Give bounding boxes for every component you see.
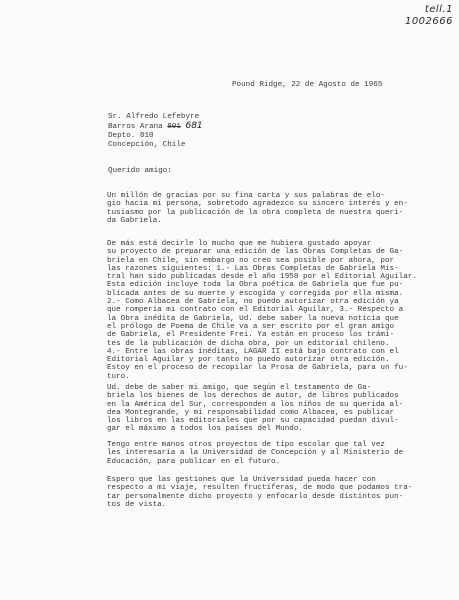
paragraph-4 [107,441,437,466]
paragraph-3 [107,384,437,434]
paragraph-line: que rompería mi contrato con el Editorial Aguilar, 3.- Respecto a [107,306,404,315]
paragraph-line: Educación, para publicar en el futuro. [107,457,281,466]
paragraph-line: 4.- Entre las obras inéditas, LAGAR II está bajo contrato con el [107,347,399,356]
paragraph-line: briela los bienes de los derechos de autor, de libros publicados [107,392,399,401]
recipient-street-line [108,122,203,131]
paragraph-line: tusiasmo por la publicación de la obra completa de nuestra queri- [107,208,404,217]
paragraph-line: de Gabriela, el Presidente Frei. Ya están en proceso los trámi- [107,331,395,340]
paragraph-line: De más está decirle lo mucho que me hubiera gustado apoyar [107,240,372,248]
recipient-street-number-handwritten: 681 [185,121,203,132]
paragraph-line: briela en Chile, sin embargo no creo sea posible por ahora, por [107,256,395,265]
recipient-street: Barros Arana [108,123,163,132]
recipient-city: Concepción, Chile [108,140,186,149]
paragraph-line: turo. [107,372,130,381]
paragraph-line: los libros en las editoriales que por su capacidad puedan divul- [107,417,399,426]
archive-annotation [405,4,453,28]
paragraph-line: Espero que las gestiones que la Universidad pueda hacer con [107,476,376,484]
paragraph-line: la Obra inédita de Gabriela, Ud. debe saber la nueva noticia que [107,314,399,323]
paragraph-line: blicada antes de su muerte y escogida y corregida por ella misma. [107,289,404,298]
recipient-name: Sr. Alfredo Lefebyre [108,113,200,121]
paragraph-line: las razones siguientes: 1.- Las Obras Completas de Gabriela Mis- [107,264,399,273]
paragraph-line: les interesaría a la Universidad de Concepción y al Ministerio de [107,449,404,458]
paragraph-line: tral han sido publicadas desde el año 1958 por el Editorial Aguilar. [107,273,417,282]
paragraph-line: Esta edición incluye toda la Obra poética de Gabriela que fue pu- [107,281,404,290]
paragraph-line: tar personalmente dicho proyecto y enfocarlo desde distintos pun- [107,492,404,501]
recipient-address [108,113,203,150]
paragraph-line: dea Montegrande, y mi responsabilidad como Albacea, es publicar [107,408,395,417]
paragraph-line: su proyecto de preparar una edición de las Obras Completas de Ga- [107,248,404,257]
recipient-apartment: Depto. 810 [108,131,154,140]
archive-annotation-line2: 1002666 [404,16,453,27]
letter-dateline: Pound Ridge, 22 de Agosto de 1965 [232,81,383,89]
paragraph-line: gar el máximo a todos los países del Mundo. [107,425,303,434]
paragraph-1 [107,192,437,225]
paragraph-line: Editorial Aguilar y por tanto no puedo autorizar otra edición. [107,356,390,365]
paragraph-line: Estoy en el proceso de recopilar la Prosa de Gabriela, para un fu- [107,364,408,373]
paragraph-line: tos de vista. [107,500,167,509]
paragraph-line: Un millón de gracias por su fina carta y sus palabras de elo- [107,192,385,200]
paragraph-line: respecto a mi viaje, resulten fructíferas, de modo que podamos tra- [107,484,413,493]
paragraph-5 [107,476,437,509]
paragraph-line: en la América del Sur, corresponden a los niños de su querida al- [107,400,404,409]
paragraph-line: da Gabriela. [107,216,162,225]
paragraph-line: 2.- Como Albacea de Gabriela, no puedo autorizar otra edición ya [107,298,399,307]
paragraph-line: tes de la publicación de dicha obra, por un editorial chileno. [107,339,390,348]
paragraph-line: Ud. debe de saber mi amigo, que según el testamento de Ga- [107,384,372,392]
recipient-street-number-struck: 801 [167,123,181,132]
archive-annotation-line1: tell.1 [424,4,453,15]
paragraph-2 [107,240,437,381]
salutation: Querido amigo: [108,167,172,175]
paragraph-line: el prólogo de Poema de Chile va a ser escrito por el gran amigo [107,322,395,331]
paragraph-line: gio hacia mi persona, sobretodo agradezco su sincero interés y en- [107,200,408,209]
paragraph-line: Tengo entre manos otros proyectos de tipo escolar que tal vez [107,441,385,449]
